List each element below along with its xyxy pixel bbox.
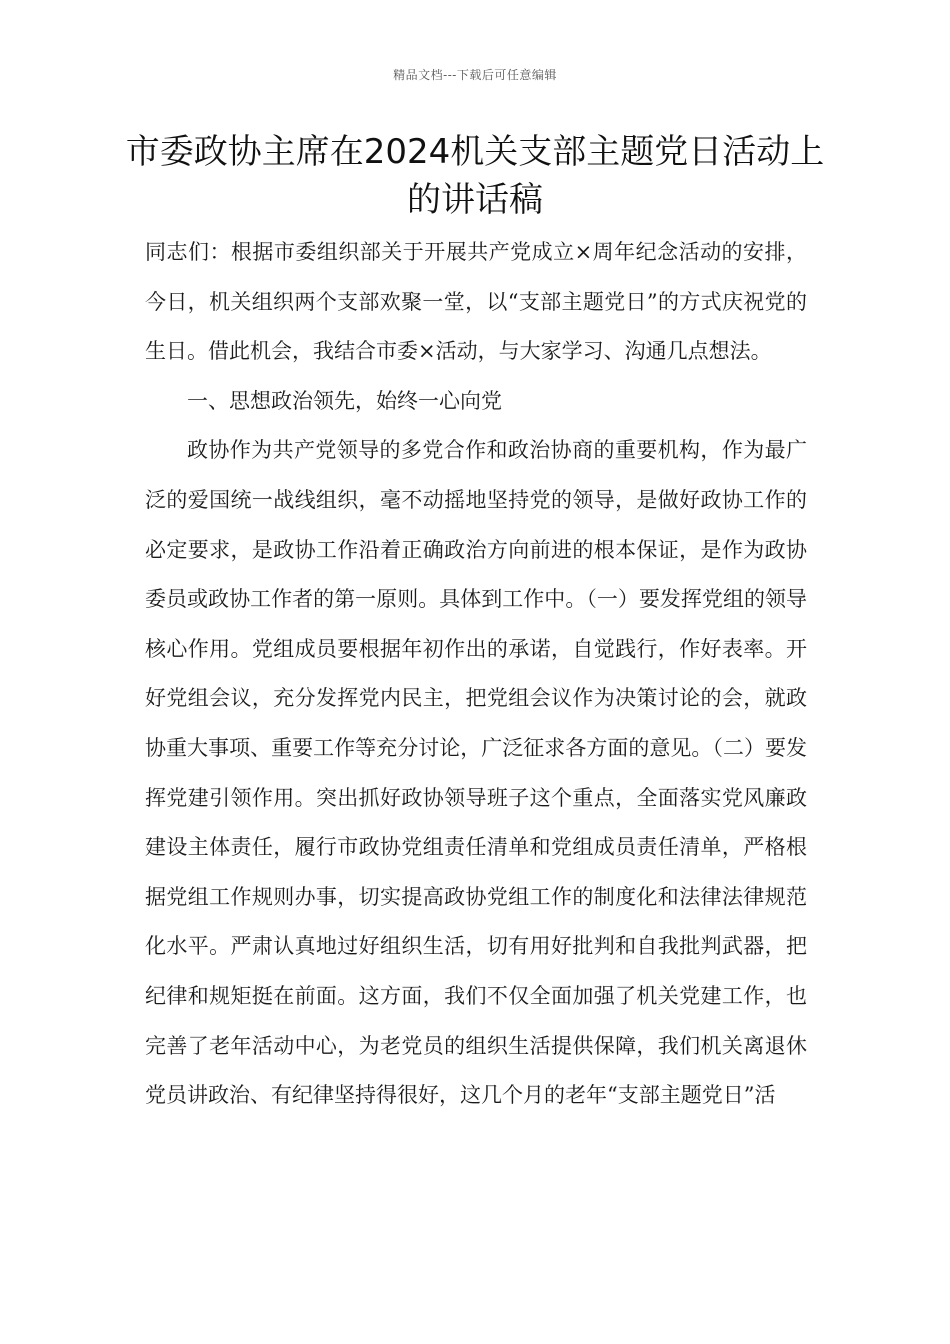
body-paragraph: 政协作为共产党领导的多党合作和政治协商的重要机构，作为最广泛的爱国统一战线组织，毫不动摇地坚持党的领导，是做好政协工作的必定要求，是政协工作沿着正确政治方向前进的根本保证，是作为政协委员或政协工作者的第一原则。具体到工作中。（一）要发挥党组的领导核心作用。党组成员要根据年初作出的承诺，自觉践行，作好表率。开好党组会议，充分发挥党内民主，把党组会议作为决策讨论的会，就政协重大事项、重要工作等充分讨论，广泛征求各方面的意见。（二）要发挥党建引领作用。突出抓好政协领导班子这个重点，全面落实党风廉政建设主体责任，履行市政协党组责任清单和党组成员责任清单，严格根据党组工作规则办事，切实提高政协党组工作的制度化和法律法律规范化水平。严肃认真地过好组织生活，切有用好批判和自我批判武器，把纪律和规矩挺在前面。这方面，我们不仅全面加强了机关党建工作，也完善了老年活动中心，为老党员的组织生活提供保障，我们机关离退休党员讲政治、有纪律坚持得很好，这几个月的老年“支部主题党日”活 xyxy=(145,438,807,1108)
section-heading: 一、思想政治领先，始终一心向党 xyxy=(187,388,502,413)
body-paragraph: 同志们：根据市委组织部关于开展共产党成立×周年纪念活动的安排，今日，机关组织两个支部欢聚一堂，以“支部主题党日”的方式庆祝党的生日。借此机会，我结合市委×活动，与大家学习、沟通几点想法。 xyxy=(145,240,807,364)
header-note: 精品文档---下载后可任意编辑 xyxy=(393,68,557,82)
document-body xyxy=(145,228,807,1121)
document-title: 市委政协主席在2024机关支部主题党日活动上的讲话稿 xyxy=(125,132,825,220)
